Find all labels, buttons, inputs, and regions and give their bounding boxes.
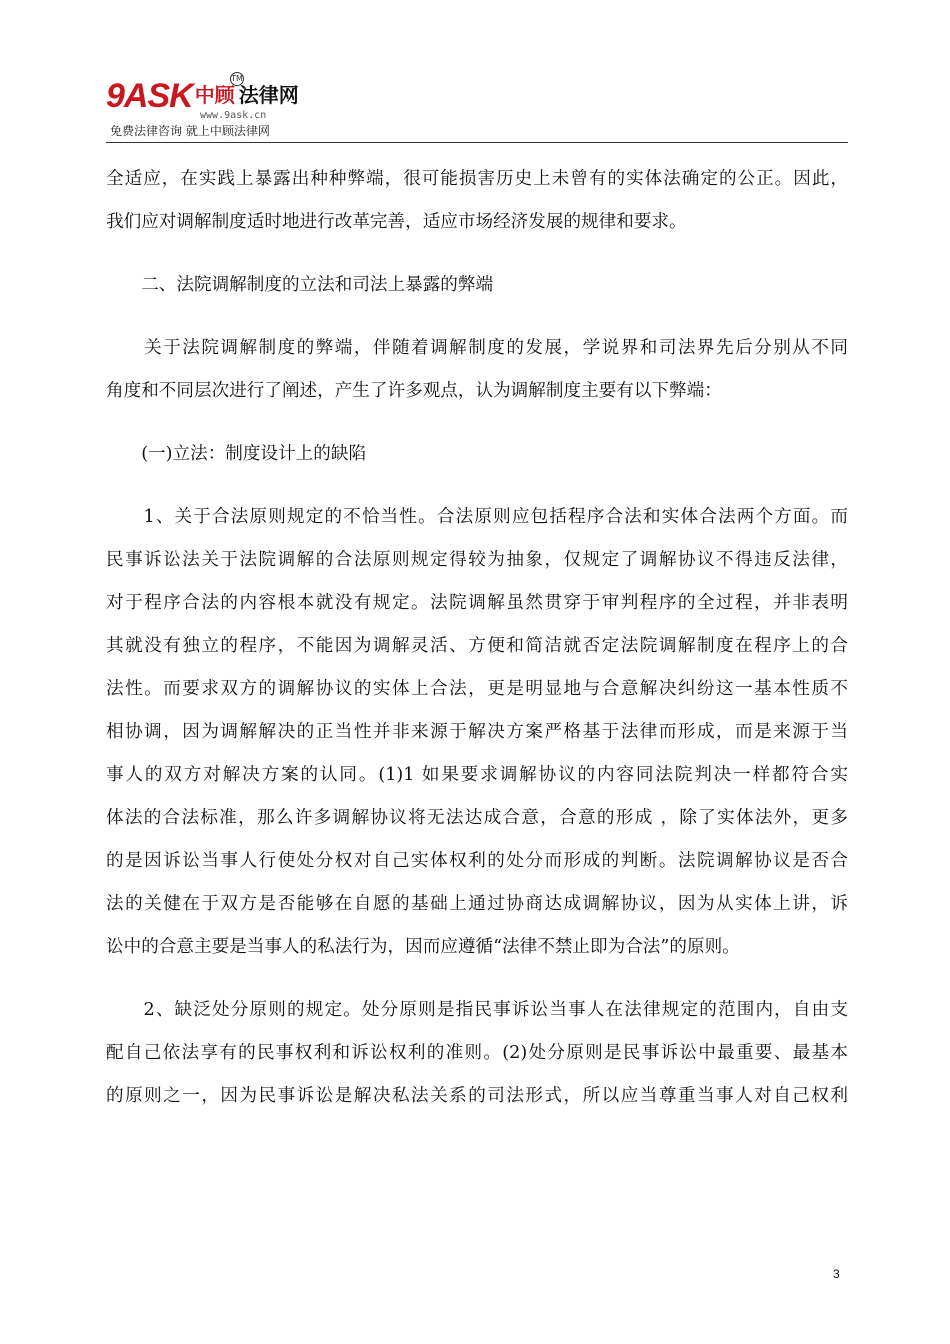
paragraph-2	[106, 327, 848, 413]
paragraph-3	[106, 496, 848, 969]
text-line: 体法的合法标准，那么许多调解协议将无法达成合意，合意的形成 ，除了实体法外，更多	[106, 808, 848, 828]
paragraph-1	[106, 158, 848, 244]
text-line: 我们应对调解制度适时地进行改革完善，适应市场经济发展的规律和要求。	[106, 212, 687, 232]
logo-name-red: 中顾	[194, 83, 235, 107]
text-line: 角度和不同层次进行了阐述，产生了许多观点，认为调解制度主要有以下弊端：	[106, 381, 722, 401]
text-line: 法性。而要求双方的调解协议的实体上合法，更是明显地与合意解决纠纷这一基本性质不	[106, 679, 848, 699]
logo-brand: 9ASK	[106, 77, 193, 115]
text-line: 民事诉讼法关于法院调解的合法原则规定得较为抽象，仅规定了调解协议不得违反法律，	[106, 550, 848, 570]
text-line: 讼中的合意主要是当事人的私法行为，因而应遵循“法律不禁止即为合法”的原则。	[106, 937, 740, 957]
text-line: 配自己依法享有的民事权利和诉讼权利的准则。(2)处分原则是民事诉讼中最重要、最基本	[106, 1043, 848, 1063]
trademark-icon: TM	[230, 72, 244, 86]
paragraph-4	[106, 989, 848, 1118]
page-header	[106, 72, 848, 142]
text-line: 相协调，因为调解解决的正当性并非来源于解决方案严格基于法律而形成，而是来源于当	[106, 722, 848, 742]
text-line: 的是因诉讼当事人行使处分权对自己实体权利的处分而形成的判断。法院调解协议是否合	[106, 851, 848, 871]
text-line: 的原则之一，因为民事诉讼是解决私法关系的司法形式，所以应当尊重当事人对自己权利	[106, 1086, 848, 1106]
header-divider	[106, 142, 848, 143]
site-logo	[106, 74, 299, 121]
section-heading-2: 二、法院调解制度的立法和司法上暴露的弊端	[106, 275, 494, 295]
text-line: 对于程序合法的内容根本就没有规定。法院调解虽然贯穿于审判程序的全过程，并非表明	[106, 593, 848, 613]
header-slogan: 免费法律咨询 就上中顾法律网	[110, 124, 270, 138]
text-line: 关于法院调解制度的弊端，伴随着调解制度的发展，学说界和司法界先后分别从不同	[106, 338, 848, 358]
logo-domain: www.9ask.cn	[200, 110, 267, 121]
text-line: 全适应，在实践上暴露出种种弊端，很可能损害历史上未曾有的实体法确定的公正。因此，	[106, 169, 848, 189]
text-line: 其就没有独立的程序，不能因为调解灵活、方便和简洁就否定法院调解制度在程序上的合	[106, 636, 848, 656]
text-line: 法的关健在于双方是否能够在自愿的基础上通过协商达成调解协议，因为从实体上讲，诉	[106, 894, 848, 914]
document-body	[106, 158, 848, 1118]
text-line: 事人的双方对解决方案的认同。(1)1 如果要求调解协议的内容同法院判决一样都符合实	[106, 765, 848, 785]
text-line: 1、关于合法原则规定的不恰当性。合法原则应包括程序合法和实体合法两个方面。而	[106, 507, 848, 527]
page-number: 3	[833, 1267, 840, 1281]
section-heading-2-1: (一)立法：制度设计上的缺陷	[106, 444, 367, 464]
text-line: 2、缺泛处分原则的规定。处分原则是指民事诉讼当事人在法律规定的范围内，自由支	[106, 1000, 848, 1020]
logo-name-black: 法律网	[238, 83, 299, 107]
